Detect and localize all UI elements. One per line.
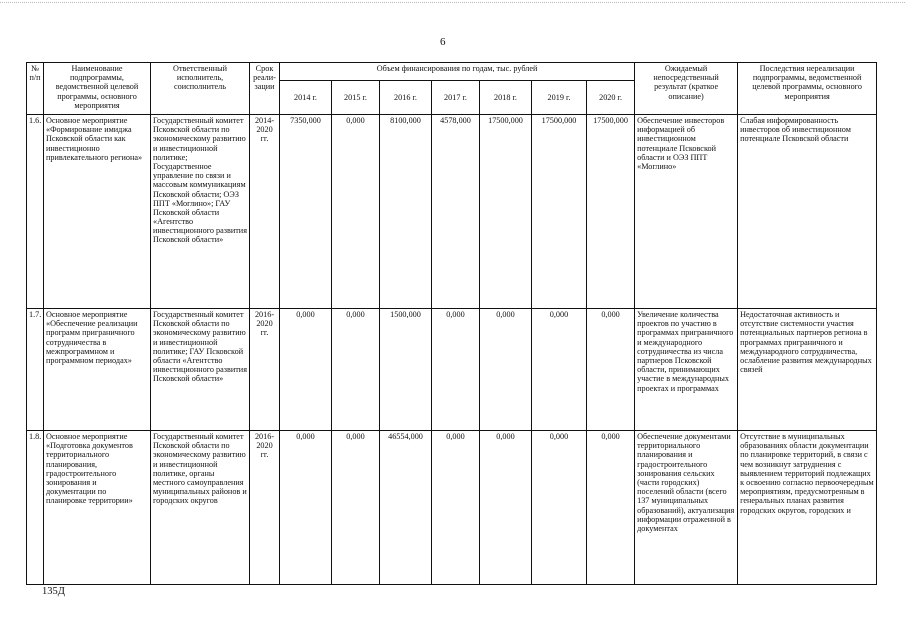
row-number: 1.6.	[27, 115, 44, 309]
row-consequences: Недостаточная активность и отсутствие системности участия потенциальных партнеров региона в программах приграничного и международного сотрудничества, ослабление развития международных связей	[738, 309, 877, 431]
header-year: 2014 г.	[280, 81, 332, 115]
row-name: Основное мероприятие «Обеспечение реализации программ приграничного сотрудничества в межпрограммном и программном периодах»	[44, 309, 151, 431]
program-table	[26, 62, 877, 585]
row-consequences: Слабая информированность инвесторов об инвестиционном потенциале Псковской области	[738, 115, 877, 309]
row-result: Обеспечение инвесторов информацией об инвестиционном потенциале Псковской области и ОЭЗ ППТ «Моглино»	[635, 115, 738, 309]
header-year: 2018 г.	[480, 81, 532, 115]
table-row	[27, 431, 877, 585]
row-value: 0,000	[587, 431, 635, 585]
row-value: 0,000	[280, 431, 332, 585]
table-row	[27, 309, 877, 431]
row-term: 2016-2020 гг.	[250, 431, 280, 585]
header-year: 2020 г.	[587, 81, 635, 115]
row-term: 2016-2020 гг.	[250, 309, 280, 431]
row-name: Основное мероприятие «Подготовка документов территориального планирования, градостроительного зонирования и документации по планировке территории»	[44, 431, 151, 585]
row-value: 0,000	[332, 115, 380, 309]
scan-edge-line	[0, 2, 905, 3]
row-value: 46554,000	[380, 431, 432, 585]
header-result: Ожидаемый непосредственный результат (краткое описание)	[635, 63, 738, 115]
footer-code: 135Д	[42, 586, 65, 597]
row-result: Обеспечение документами территориального планирования и градостроительного зонирования сельских (части городских) поселений области (всего 137 муниципальных образований), актуализация информации отраженной в документах	[635, 431, 738, 585]
row-value: 17500,000	[532, 115, 587, 309]
header-year: 2017 г.	[432, 81, 480, 115]
header-executor: Ответственный исполнитель, соисполнитель	[151, 63, 250, 115]
row-value: 8100,000	[380, 115, 432, 309]
row-executor: Государственный комитет Псковской области по экономическому развитию и инвестиционной политике; ГАУ Псковской области «Агентство инвестиционного развития Псковской области»	[151, 309, 250, 431]
row-value: 0,000	[480, 309, 532, 431]
header-consequences: Последствия нереализации подпрограммы, ведомственной целевой программы, основного мероприятия	[738, 63, 877, 115]
row-number: 1.8.	[27, 431, 44, 585]
row-value: 0,000	[532, 431, 587, 585]
header-year: 2016 г.	[380, 81, 432, 115]
header-year: 2019 г.	[532, 81, 587, 115]
row-name: Основное мероприятие «Формирование имиджа Псковской области как инвестиционно привлекательного региона»	[44, 115, 151, 309]
row-value: 0,000	[587, 309, 635, 431]
row-value: 0,000	[532, 309, 587, 431]
row-value: 0,000	[432, 309, 480, 431]
row-value: 17500,000	[480, 115, 532, 309]
header-year: 2015 г.	[332, 81, 380, 115]
row-executor: Государственный комитет Псковской области по экономическому развитию и инвестиционной политике, органы местного самоуправления муниципальных районов и городских округов	[151, 431, 250, 585]
row-value: 0,000	[280, 309, 332, 431]
header-num: № п/п	[27, 63, 44, 115]
row-value: 0,000	[332, 309, 380, 431]
header-funding: Объем финансирования по годам, тыс. рублей	[280, 63, 635, 81]
row-term: 2014-2020 гг.	[250, 115, 280, 309]
row-value: 17500,000	[587, 115, 635, 309]
row-executor: Государственный комитет Псковской области по экономическому развитию и инвестиционной политике; Государственное управление по связи и массовым коммуникациям Псковской области; ОЭЗ ППТ «Моглино»; ГАУ Псковской области «Агентство инвестиционного развития Псковской области»	[151, 115, 250, 309]
row-value: 0,000	[432, 431, 480, 585]
table-row	[27, 115, 877, 309]
row-value: 0,000	[332, 431, 380, 585]
row-result: Увеличение количества проектов по участию в программах приграничного и международного сотрудничества из числа партнеров Псковской области, принимающих участие в международных проектах и программах	[635, 309, 738, 431]
row-consequences: Отсутствие в муниципальных образованиях области документации по планировке территорий, в связи с чем возникнут затруднения с выявлением территорий подлежащих к освоению согласно первоочередным мероприятиям, предусмотренным в генеральных планах развития городских округов, городских и	[738, 431, 877, 585]
row-value: 4578,000	[432, 115, 480, 309]
row-value: 1500,000	[380, 309, 432, 431]
header-term: Срок реали-зации	[250, 63, 280, 115]
header-name: Наименование подпрограммы, ведомственной целевой программы, основного мероприятия	[44, 63, 151, 115]
header-row-top	[27, 63, 877, 81]
row-number: 1.7.	[27, 309, 44, 431]
page-number: 6	[440, 36, 446, 48]
row-value: 7350,000	[280, 115, 332, 309]
row-value: 0,000	[480, 431, 532, 585]
